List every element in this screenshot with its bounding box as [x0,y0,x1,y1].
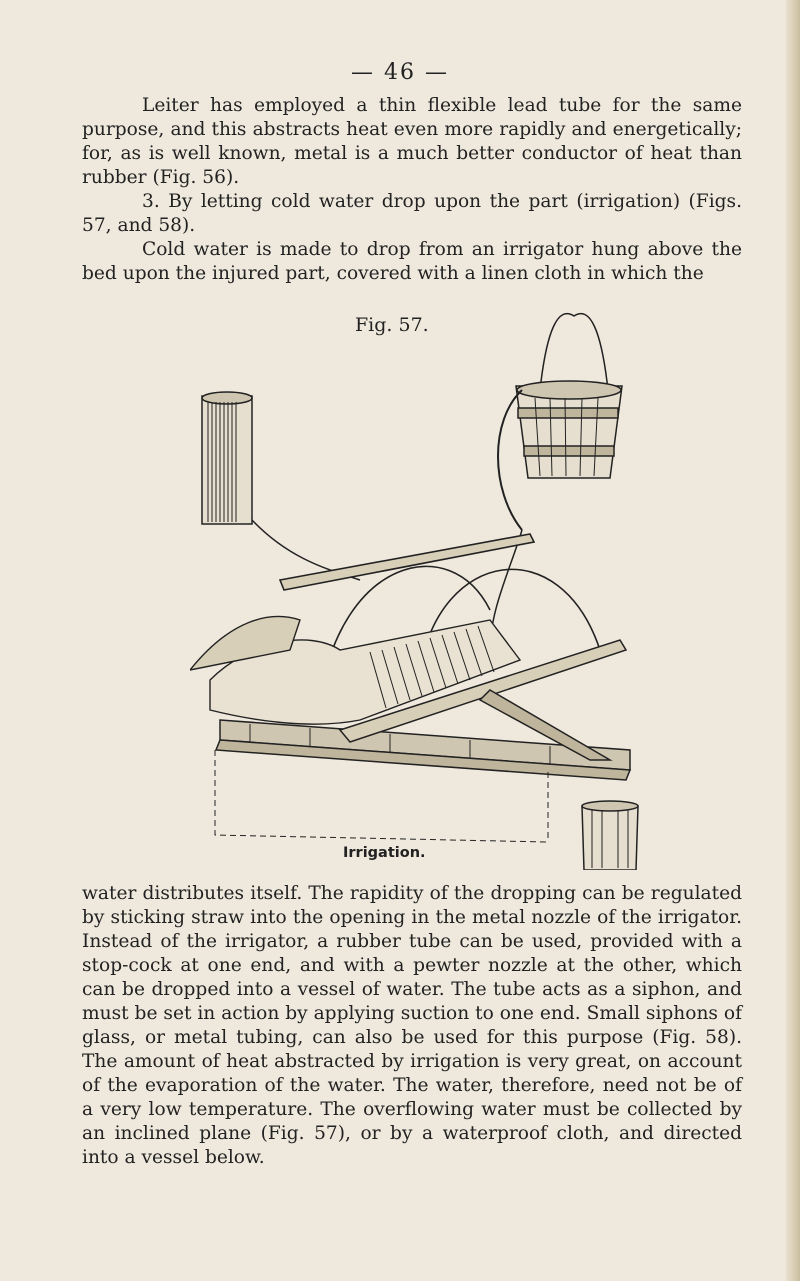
paragraph-irrigation-heading: 3. By letting cold water drop upon the part (irrigation) (Figs. 57, and 58). [82,191,742,236]
irrigator-bucket [498,314,622,530]
bottom-text [82,882,742,1170]
paragraph-water-distribution: water distributes itself. The rapidity of the dropping can be regulated by sticking straw into the opening in the metal nozzle of the irrigator. Instead of the irrigator, a rubber tube can be used, provided with a stop-cock at one end, and with a pewter nozzle at the other, which can be dropped into a vessel of water. The tube acts as a siphon, and must be set in action by applying suction to one end. Small siphons of glass, or metal tubing, can also be used for this purpose (Fig. 58). The amount of heat abstracted by irrigation is very great, on account of the evaporation of the water. The water, therefore, need not be of a very low temperature. The overflowing water must be collected by an inclined plane (Fig. 57), or by a waterproof cloth, and directed into a vessel below. [82,883,742,1168]
cylinder-vessel [202,392,252,524]
page-number: — 46 — [351,60,449,85]
paragraph-leiter: Leiter has employed a thin flexible lead tube for the same purpose, and this abstracts heat even more rapidly and energetically; for, as is well known, metal is a much better conductor of heat than rubber (Fig. 56). [82,95,742,188]
collecting-basin [582,801,638,870]
paragraph-irrigator-intro: Cold water is made to drop from an irrigator hung above the bed upon the injured part, covered with a linen cloth in which the [82,239,742,284]
top-text [82,94,742,286]
arm [190,617,520,725]
irrigation-illustration [190,310,650,870]
page-edge [786,0,800,1281]
figure-label: Fig. 57. [355,314,429,336]
figure-caption: Irrigation. [343,845,426,861]
